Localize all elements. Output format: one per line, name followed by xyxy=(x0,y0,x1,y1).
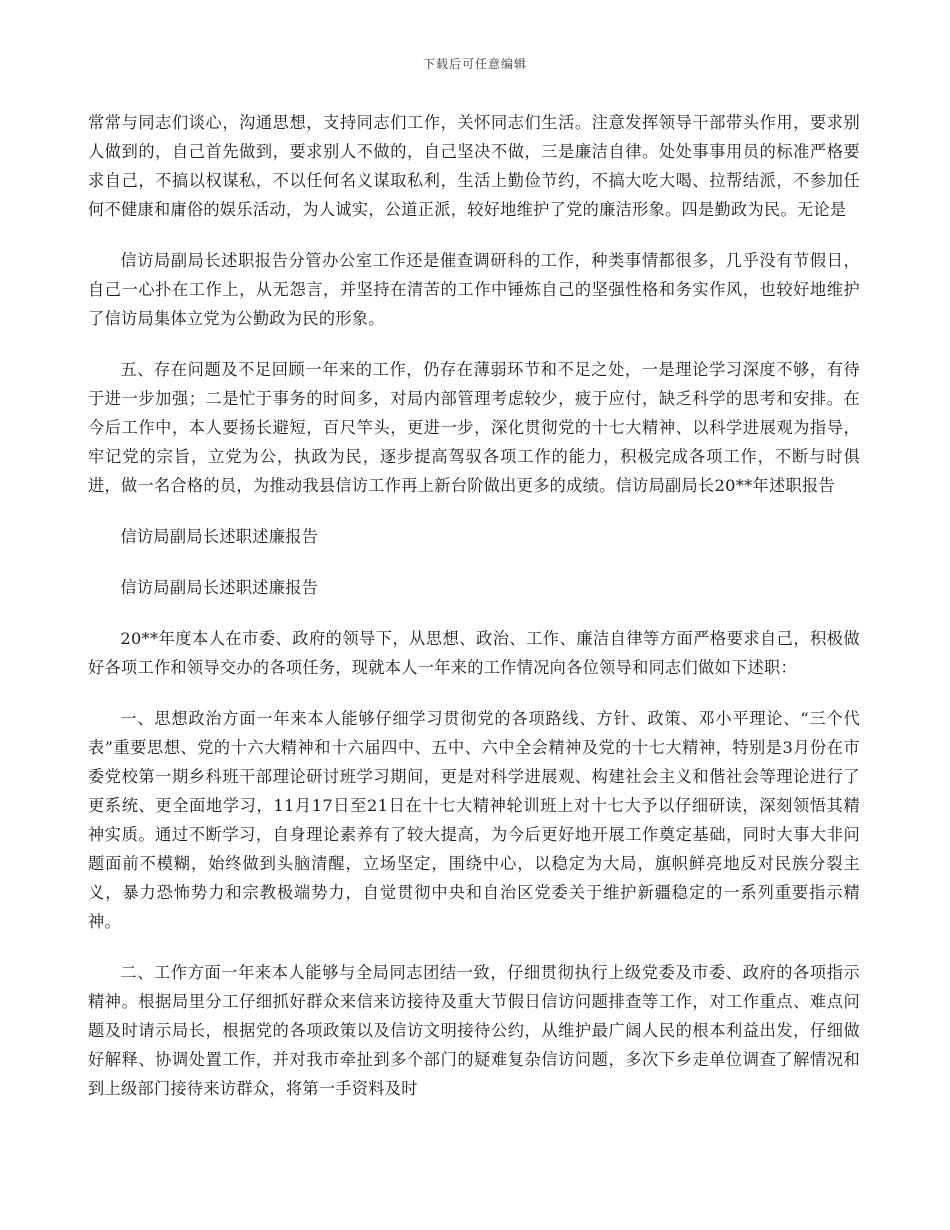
paragraph-1: 常常与同志们谈心，沟通思想，支持同志们工作，关怀同志们生活。注意发挥领导干部带头作用，要求别人做到的，自己首先做到，要求别人不做的，自己坚决不做，三是廉洁自律。处处事事用员的标准严格要求自己，不搞以权谋私，不以任何名义谋取私利，生活上勤俭节约，不搞大吃大喝、拉帮结派，不参加任何不健康和庸俗的娱乐活动，为人诚实，公道正派，较好地维护了党的廉洁形象。四是勤政为民。无论是 xyxy=(88,113,860,219)
paragraph-3: 五、存在问题及不足回顾一年来的工作，仍存在薄弱环节和不足之处，一是理论学习深度不够，有待于进一步加强；二是忙于事务的时间多，对局内部管理考虑较少，疲于应付，缺乏科学的思考和安排。在今后工作中，本人要扬长避短，百尺竿头，更进一步，深化贯彻党的十七大精神、以科学进展观为指导，牢记党的宗旨，立党为公，执政为民，逐步提高驾驭各项工作的能力，积极完成各项工作，不断与时俱进，做一名合格的员，为推动我县信访工作再上新台阶做出更多的成绩。信访局副局长20**年述职报告 xyxy=(88,360,860,495)
paragraph-4: 信访局副局长述职述廉报告 xyxy=(120,527,319,546)
paragraph-5: 信访局副局长述职述廉报告 xyxy=(120,578,319,597)
paragraph-8: 二、工作方面一年来本人能够与全局同志团结一致，仔细贯彻执行上级党委及市委、政府的各项指示精神。根据局里分工仔细抓好群众来信来访接待及重大节假日信访问题排查等工作，对工作重点、难点问题及时请示局长，根据党的各项政策以及信访文明接待公约，从维护最广阔人民的根本利益出发，仔细做好解释、协调处置工作，并对我市牵扯到多个部门的疑难复杂信访问题，多次下乡走单位调查了解情况和到上级部门接待来访群众，将第一手资料及时 xyxy=(88,963,860,1098)
page-header: 下载后可任意编辑 xyxy=(422,57,527,71)
paragraph-6: 20**年度本人在市委、政府的领导下，从思想、政治、工作、廉洁自律等方面严格要求自己，积极做好各项工作和领导交办的各项任务，现就本人一年来的工作情况向各位领导和同志们做如下述职： xyxy=(88,629,860,677)
paragraph-2: 信访局副局长述职报告分管办公室工作还是催查调研科的工作，种类事情都很多，几乎没有节假日，自己一心扑在工作上，从无怨言，并坚持在清苦的工作中锤炼自己的坚强性格和务实作风，也较好地维护了信访局集体立党为公勤政为民的形象。 xyxy=(88,251,860,328)
document-body xyxy=(88,108,860,1125)
paragraph-7: 一、思想政治方面一年来本人能够仔细学习贯彻党的各项路线、方针、政策、邓小平理论、“三个代表”重要思想、党的十六大精神和十六届四中、五中、六中全会精神及党的十七大精神，特别是3月份在市委党校第一期乡科班干部理论研讨班学习期间，更是对科学进展观、构建社会主义和偕社会等理论进行了更系统、更全面地学习，11月17日至21日在十七大精神轮训班上对十七大予以仔细研读，深刻领悟其精神实质。通过不断学习，自身理论素养有了较大提高，为今后更好地开展工作奠定基础，同时大事大非问题面前不模糊，始终做到头脑清醒，立场坚定，围绕中心，以稳定为大局，旗帜鲜亮地反对民族分裂主义，暴力恐怖势力和宗教极端势力，自觉贯彻中央和自治区党委关于维护新疆稳定的一系列重要指示精神。 xyxy=(88,709,860,931)
